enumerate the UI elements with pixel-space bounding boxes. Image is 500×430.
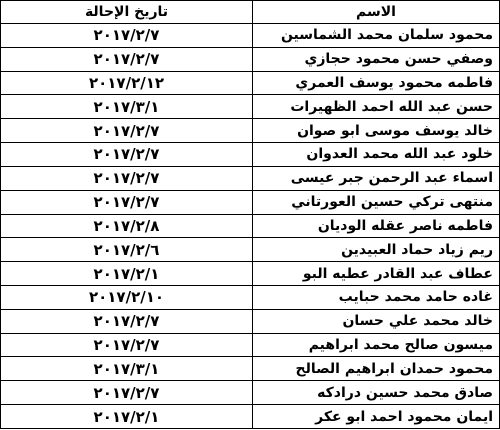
table-row (1, 285, 500, 309)
table-row (1, 405, 500, 429)
row-name-cell: عطاف عبد القادر عطيه البو (253, 262, 500, 286)
table-row (1, 381, 500, 405)
table-row (1, 71, 500, 95)
row-date-cell: ٢٠١٧/٢/١ (1, 262, 253, 286)
row-name-cell: محمود سلمان محمد الشماسين (253, 24, 500, 48)
row-name-cell: ريم زياد حماد العبيدين (253, 238, 500, 262)
header-date: تاريخ الإحالة (1, 1, 253, 24)
table-body (1, 24, 500, 429)
row-date-cell: ٢٠١٧/٢/٦ (1, 238, 253, 262)
row-date-cell: ٢٠١٧/٢/٧ (1, 47, 253, 71)
table-row (1, 262, 500, 286)
table-row (1, 238, 500, 262)
row-date-cell: ٢٠١٧/٢/١٠ (1, 285, 253, 309)
row-name-cell: منتهى تركي حسين العورتاني (253, 190, 500, 214)
row-name-cell: محمود حمدان ابراهيم الصالح (253, 357, 500, 381)
table-row (1, 95, 500, 119)
row-date-cell: ٢٠١٧/٣/١ (1, 95, 253, 119)
table-row (1, 47, 500, 71)
header-name: الاسم (253, 1, 500, 24)
table-row (1, 119, 500, 143)
row-name-cell: خالد يوسف موسى ابو صوان (253, 119, 500, 143)
row-date-cell: ٢٠١٧/٢/٧ (1, 143, 253, 167)
table-row (1, 357, 500, 381)
row-date-cell: ٢٠١٧/٢/١ (1, 405, 253, 429)
table-row (1, 24, 500, 48)
table-row (1, 333, 500, 357)
row-name-cell: ايمان محمود احمد ابو عكر (253, 405, 500, 429)
row-date-cell: ٢٠١٧/٢/٧ (1, 333, 253, 357)
row-name-cell: اسماء عبد الرحمن جبر عيسى (253, 166, 500, 190)
table-row (1, 143, 500, 167)
row-date-cell: ٢٠١٧/٣/١ (1, 357, 253, 381)
row-name-cell: غاده حامد محمد حبايب (253, 285, 500, 309)
row-name-cell: خلود عبد الله محمد العدوان (253, 143, 500, 167)
row-date-cell: ٢٠١٧/٢/٧ (1, 24, 253, 48)
header-row (1, 1, 500, 24)
row-name-cell: صادق محمد حسين درادكه (253, 381, 500, 405)
row-date-cell: ٢٠١٧/٢/٧ (1, 119, 253, 143)
row-date-cell: ٢٠١٧/٢/٧ (1, 309, 253, 333)
row-date-cell: ٢٠١٧/٢/٨ (1, 214, 253, 238)
row-date-cell: ٢٠١٧/٢/٧ (1, 190, 253, 214)
row-name-cell: حسن عبد الله احمد الظهيرات (253, 95, 500, 119)
table-row (1, 190, 500, 214)
row-date-cell: ٢٠١٧/٢/٧ (1, 381, 253, 405)
row-name-cell: خالد محمد علي حسان (253, 309, 500, 333)
table-row (1, 309, 500, 333)
row-name-cell: فاطمه ناصر عقله الوديان (253, 214, 500, 238)
table-row (1, 214, 500, 238)
row-date-cell: ٢٠١٧/٢/٧ (1, 166, 253, 190)
row-name-cell: ميسون صالح محمد ابراهيم (253, 333, 500, 357)
row-date-cell: ٢٠١٧/٢/١٢ (1, 71, 253, 95)
row-name-cell: فاطمه محمود يوسف العمري (253, 71, 500, 95)
row-name-cell: وصفي حسن محمود حجازي (253, 47, 500, 71)
table-row (1, 166, 500, 190)
